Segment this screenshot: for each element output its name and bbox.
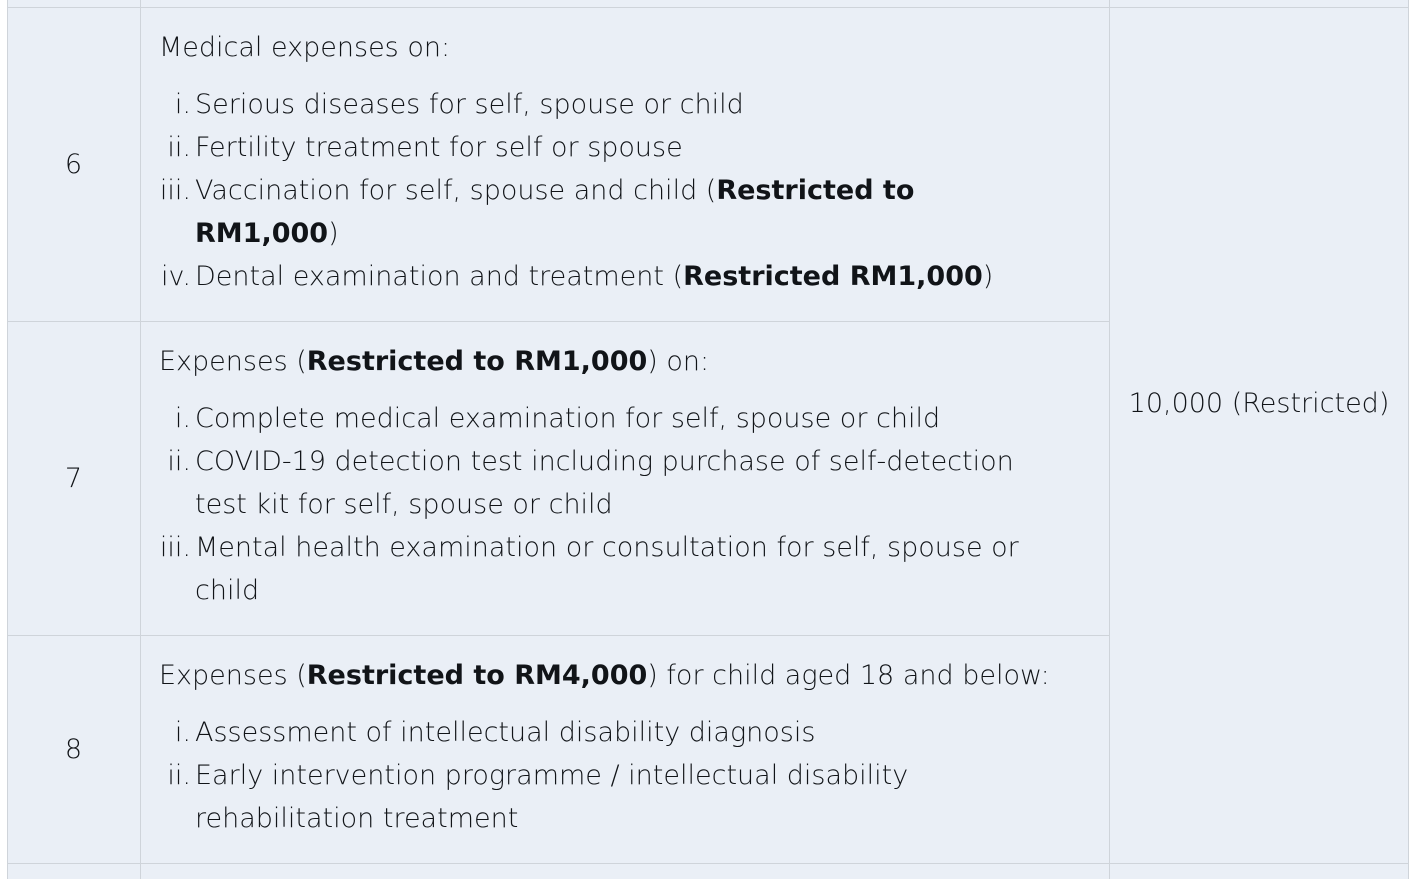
list-item-text-close: ) [328,218,339,249]
row-intro [159,654,1079,697]
row-number-text: 7 [64,463,83,494]
list-item [159,526,1055,612]
relief-table [7,0,1409,879]
list-item-text: Complete medical examination for self, spouse or child [195,403,941,434]
list-item-text: Fertility treatment for self or spouse [195,132,683,163]
sub-item-list [159,711,1079,840]
sub-item-list [159,83,1079,298]
list-item [159,83,1079,126]
restriction-note: Restricted to RM1,000 [306,346,648,377]
list-marker: ii. [167,132,191,163]
list-item [159,126,1079,169]
relief-amount-cell [1109,8,1409,798]
list-item [159,754,955,840]
row-number-text: 8 [64,734,83,765]
row-divider-6-7 [7,321,1109,322]
list-marker: iii. [159,175,191,206]
list-marker: ii. [167,446,191,477]
list-item-text-close: ) [982,261,994,292]
list-marker: iii. [159,532,191,563]
list-item-text: Dental examination and treatment ( [195,261,684,292]
list-item-text: Assessment of intellectual disability diagnosis [195,717,816,748]
list-item [159,255,1079,298]
row-description [159,654,1079,840]
relief-amount: 10,000 (Restricted) [1128,387,1390,419]
list-marker: iv. [161,261,191,292]
row-number [7,8,140,321]
list-item [159,711,1079,754]
list-item-text: Early intervention programme / intellectual disability rehabilitation treatment [195,760,909,834]
row-description [159,340,1079,612]
row-divider-7-8 [7,635,1109,636]
restriction-note: Restricted to RM1,000 [195,175,915,249]
list-item-text: Serious diseases for self, spouse or child [195,89,744,120]
row-number [7,636,140,863]
list-item [159,440,1055,526]
row-number [7,322,140,635]
row-description [159,26,1079,298]
list-marker: i. [174,89,191,120]
row-intro-text-close: ) on: [647,346,710,377]
column-divider-1 [140,0,141,879]
list-item-text: COVID-19 detection test including purchase of self-detection test kit for self, spouse or child [195,446,1014,520]
restriction-note: Restricted RM1,000 [683,261,983,292]
list-item [159,169,930,255]
row-intro [159,340,1079,383]
row-intro-text: Expenses ( [159,660,307,691]
list-item-text: Vaccination for self, spouse and child ( [195,175,717,206]
list-marker: ii. [167,760,191,791]
sub-item-list [159,397,1079,612]
row-intro-text-close: ) for child aged 18 and below: [647,660,1050,691]
row-intro: Medical expenses on: [159,32,451,63]
row-intro-text: Expenses ( [159,346,307,377]
row-number-text: 6 [64,149,83,180]
list-item [159,397,1079,440]
list-marker: i. [174,717,191,748]
list-marker: i. [174,403,191,434]
row-divider-bottom [7,863,1409,864]
restriction-note: Restricted to RM4,000 [306,660,648,691]
list-item-text: Mental health examination or consultation for self, spouse or child [195,532,1019,606]
